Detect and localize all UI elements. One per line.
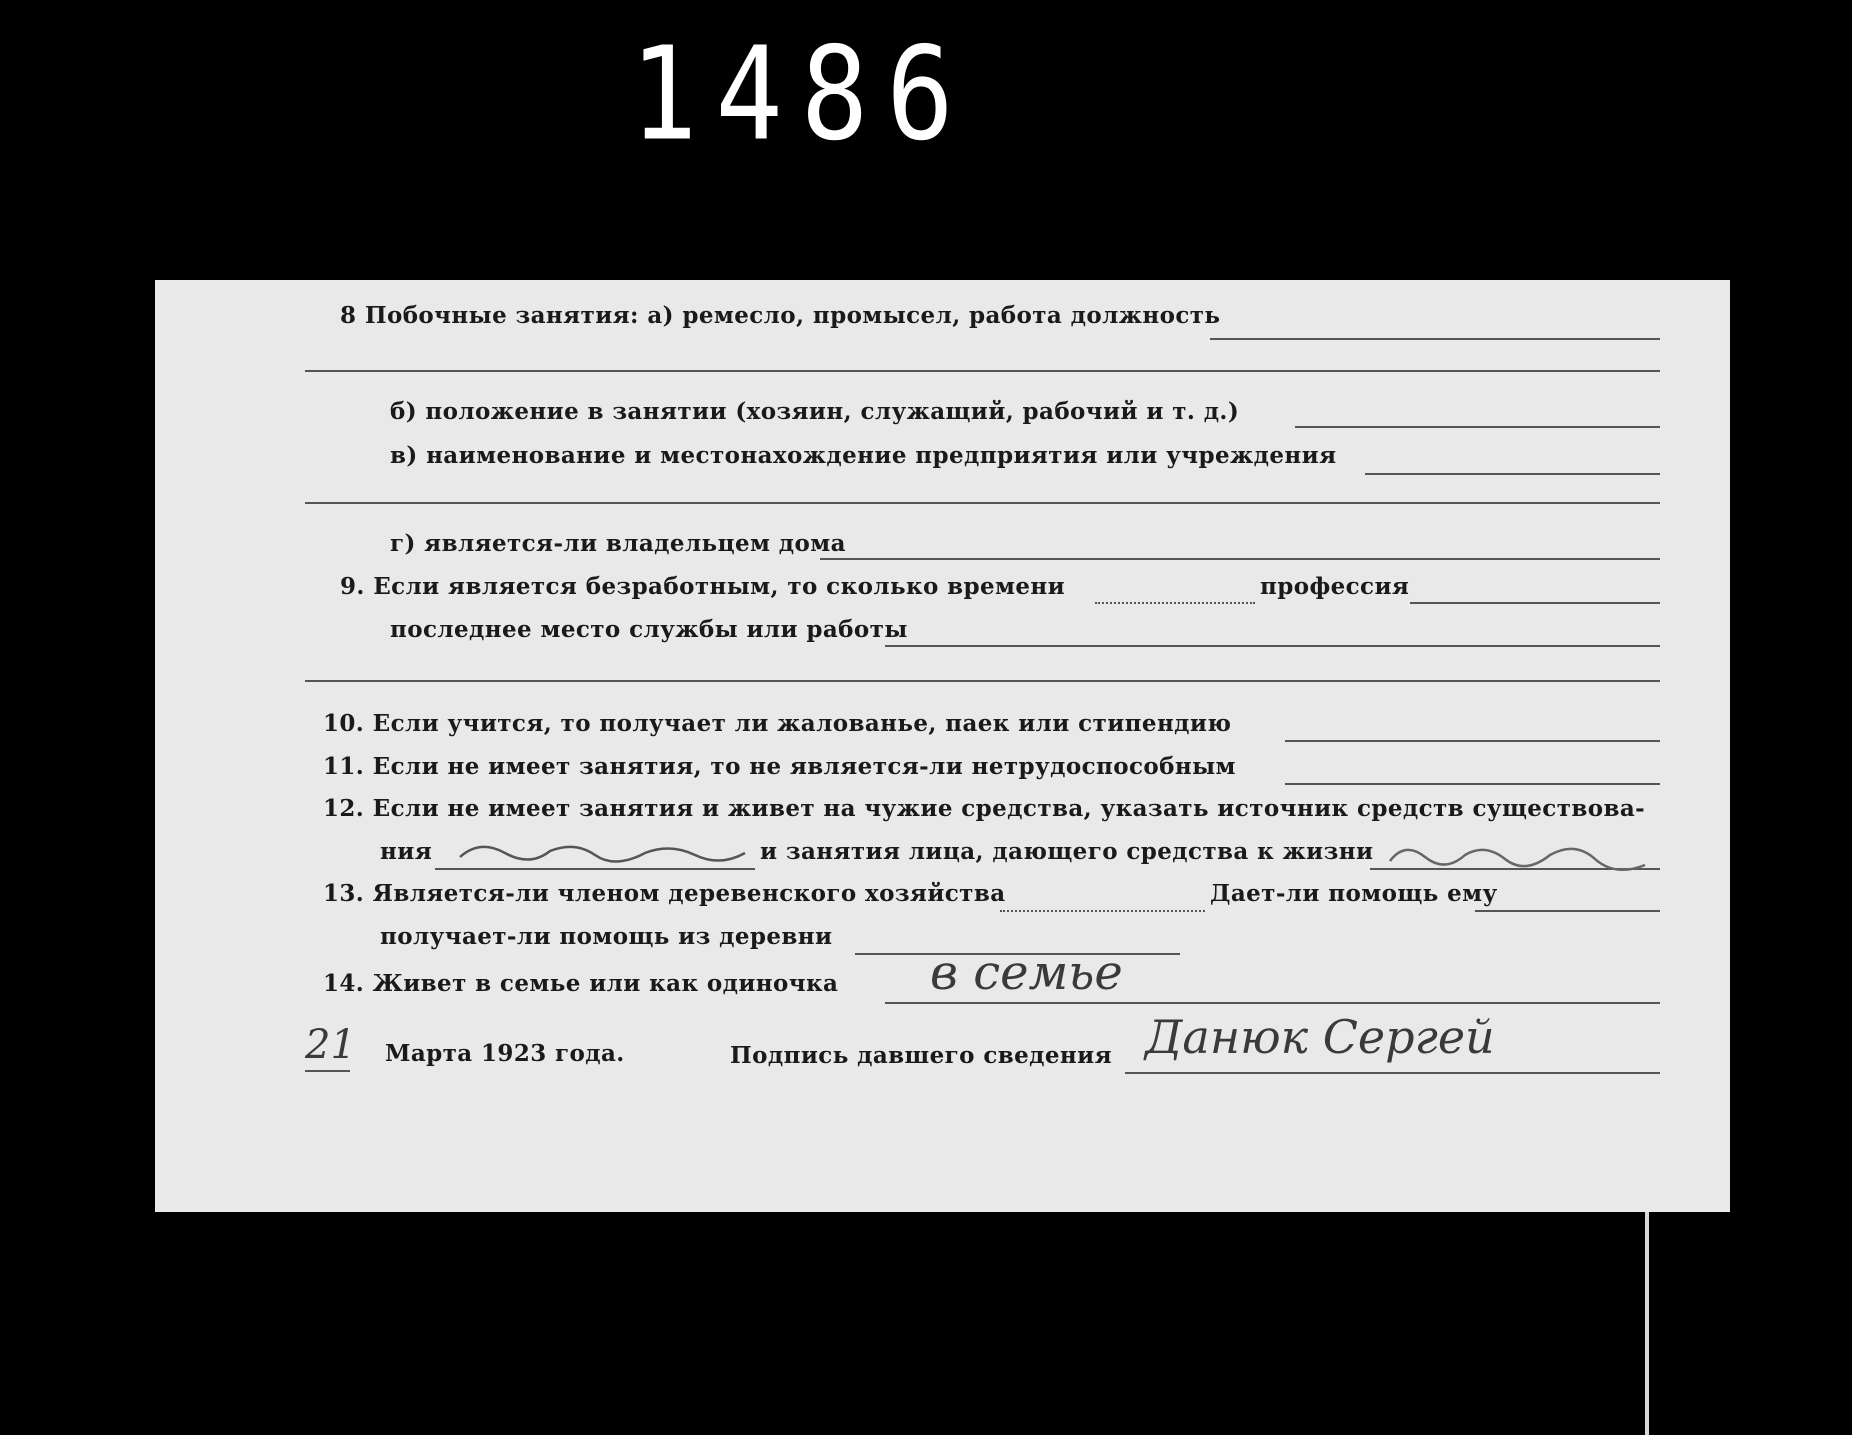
date-day-handwritten: 21 <box>305 1022 356 1068</box>
q8-line-g: г) является-ли владельцем дома <box>390 530 846 557</box>
q13-text: Является-ли членом деревенского хозяйства <box>372 880 1006 907</box>
q11-text: Если не имеет занятия, то не является-ли нетрудоспособным <box>372 753 1236 780</box>
film-edge-mark <box>1645 1212 1649 1435</box>
q8-number: 8 <box>340 302 357 329</box>
q8-a-answer-line <box>1210 338 1660 340</box>
q13-line <box>323 880 1006 907</box>
q12-person-handwriting <box>1385 835 1655 875</box>
q8-label: Побочные занятия: <box>364 302 639 329</box>
q12-line <box>323 795 1645 822</box>
q14-answer-line <box>885 1002 1660 1004</box>
q9-profession-answer-line <box>1410 602 1660 604</box>
q9-last-place-label: последнее место службы или работы <box>390 616 908 643</box>
q10-text: Если учится, то получает ли жалованье, паек или стипендию <box>372 710 1232 737</box>
q10-number: 10. <box>323 710 365 737</box>
q9-time-answer-line <box>1095 602 1255 604</box>
q8-line-b: б) положение в занятии (хозяин, служащий, рабочий и т. д.) <box>390 398 1240 425</box>
q12-cont-start: ния <box>380 838 433 865</box>
q14-number: 14. <box>323 970 365 997</box>
q12-cont-end: и занятия лица, дающего средства к жизни <box>760 838 1374 865</box>
q9-profession-label: профессия <box>1260 573 1410 600</box>
q10-answer-line <box>1285 740 1660 742</box>
signature-label: Подпись давшего сведения <box>730 1042 1112 1069</box>
q12-number: 12. <box>323 795 365 822</box>
q11-answer-line <box>1285 783 1660 785</box>
archive-frame-number: 1486 <box>630 20 972 170</box>
census-form-card <box>155 280 1730 1212</box>
date-text: Марта 1923 года. <box>385 1040 625 1067</box>
q10-line <box>323 710 1231 737</box>
q9-line <box>340 573 1065 600</box>
q8-v-answer-line <box>1365 473 1660 475</box>
q13-member-answer-line <box>1000 910 1205 912</box>
q13-number: 13. <box>323 880 365 907</box>
q13-help-give-answer-line <box>1475 910 1660 912</box>
q11-number: 11. <box>323 753 365 780</box>
q9-number: 9. <box>340 573 365 600</box>
q8-line-a <box>340 302 1220 329</box>
q12-source-answer-line <box>435 868 755 870</box>
q8-a-text: а) ремесло, промысел, работа должность <box>647 302 1221 329</box>
q14-text: Живет в семье или как одиночка <box>372 970 839 997</box>
q8-line-v: в) наименование и местонахождение предприятия или учреждения <box>390 442 1337 469</box>
q8-g-answer-line <box>820 558 1660 560</box>
q12-handwriting-scribble <box>455 835 755 867</box>
q9-second-line <box>305 680 1660 682</box>
q12-text: Если не имеет занятия и живет на чужие средства, указать источник средств существова- <box>372 795 1646 822</box>
q11-line <box>323 753 1236 780</box>
q8-a-second-line <box>305 370 1660 372</box>
handwritten-signature: Данюк Сергей <box>1145 1010 1495 1064</box>
q14-handwritten-answer: в семье <box>930 945 1123 1001</box>
q8-b-answer-line <box>1295 426 1660 428</box>
signature-line <box>1125 1072 1660 1074</box>
q9-last-place-answer-line <box>885 645 1660 647</box>
q9-text: Если является безработным, то сколько времени <box>373 573 1066 600</box>
q13-help-give-label: Дает-ли помощь ему <box>1210 880 1498 907</box>
q13-help-receive-label: получает-ли помощь из деревни <box>380 923 833 950</box>
q14-line <box>323 970 838 997</box>
q8-v-second-line <box>305 502 1660 504</box>
date-day-line <box>305 1070 350 1072</box>
